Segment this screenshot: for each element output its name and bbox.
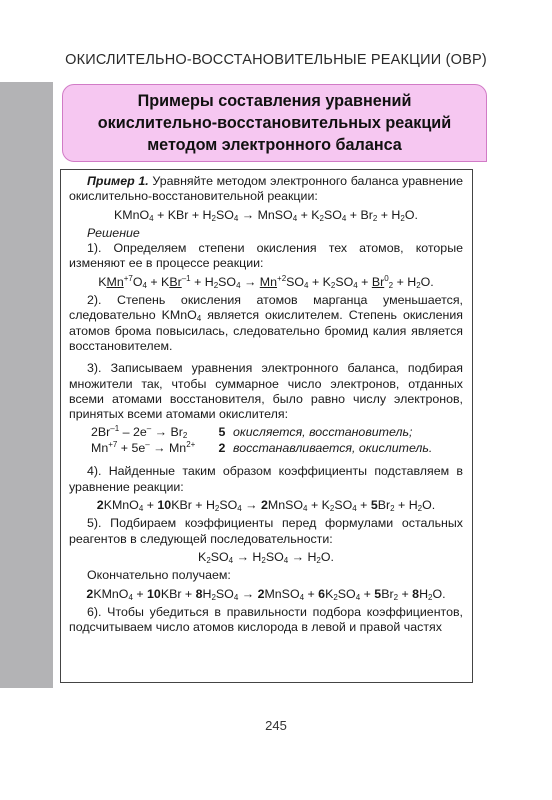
equation-oxidation-states: $KMn^{+7}O_4 + KBr^{-1} + H_2SO_4 \to Mn^{+2}SO_4 + K_2SO_4 + Br^0_2 + H_2O$. (98, 273, 434, 290)
equation-unbalanced: KMnO$_4$ + KBr + $H_2SO_4$ → MnSO$_4$ + $K_2SO_4 + Br_2 + H_2O$. (114, 207, 418, 223)
solution-label: Решение (87, 225, 140, 240)
running-header: ОКИСЛИТЕЛЬНО-ВОССТАНОВИТЕЛЬНЫЕ РЕАКЦИИ (ОВР) (65, 52, 487, 68)
page-side-band (0, 82, 53, 688)
step-3-text: 3). Записываем уравнения электронного баланса, подбирая множители так, чтобы суммарное число электронов, отданных всеми атомами восстановителя, было равно числу электронов, принятых всеми атомами окислителя: (69, 361, 463, 422)
page-number: 245 (265, 718, 287, 733)
balance-role: окисляется, восстановитель; (233, 425, 413, 440)
electron-balance-table (91, 425, 432, 457)
balance-half-reaction: $2Br^{-1} - 2e^- \to Br_2$ (91, 424, 188, 441)
balance-coefficient: 5 (218, 425, 226, 440)
section-title-line-2: окислительно-восстановительных реакций (97, 114, 452, 132)
step-5-text: 5). Подбираем коэффициенты перед формулами остальных реагентов в следующей последовательности: (69, 516, 463, 546)
section-title-box (62, 84, 487, 162)
example-task-text: Уравняйте методом электронного баланса уравнение окислительно-восстановительной реакции: (69, 174, 463, 204)
step-6-text: 6). Чтобы убедиться в правильности подбора коэффициентов, подсчитываем число атомов кислорода в левой и правой частях (69, 604, 463, 635)
example-label: Пример 1. (87, 174, 149, 188)
example-box (60, 169, 473, 683)
step-2-text: 2). Степень окисления атомов марганца уменьшается, следовательно KMnO$_4$ является окислителем. Степень окисления атомов брома повысилась, следовательно бромид калия является восстановителем. (69, 293, 463, 353)
balance-coefficient: 2 (218, 441, 226, 456)
equation-sequence: $K_2SO_4 \to H_2SO_4 \to H_2O$. (198, 549, 334, 565)
final-intro: Окончательно получаем: (87, 568, 231, 583)
balance-row (91, 425, 432, 441)
equation-balanced: 2KMnO$_4$ + $10KBr + 8H_2SO_4$ → 2MnSO$_4$ + $6K_2SO_4 + 5Br_2 + 8H_2O$. (86, 586, 446, 602)
balance-row (91, 441, 432, 457)
step-4-text: 4). Найденные таким образом коэффициенты подставляем в уравнение реакции: (69, 464, 463, 494)
section-title-line-1: Примеры составления уравнений (137, 92, 412, 110)
step-1-text: 1). Определяем степени окисления тех атомов, которые изменяют ее в процессе реакции: (69, 241, 463, 271)
balance-half-reaction: $Mn^{+7} + 5e^- \to Mn^{2+}$ (91, 440, 196, 456)
equation-partial: 2KMnO$_4$ + $10KBr + H_2SO_4$ → 2MnSO$_4$ + $K_2SO_4 + 5Br_2 + H_2O$. (96, 498, 436, 514)
balance-role: восстанавливается, окислитель. (233, 441, 433, 456)
example-task (69, 174, 463, 205)
section-title-line-3: методом электронного баланса (147, 136, 402, 154)
